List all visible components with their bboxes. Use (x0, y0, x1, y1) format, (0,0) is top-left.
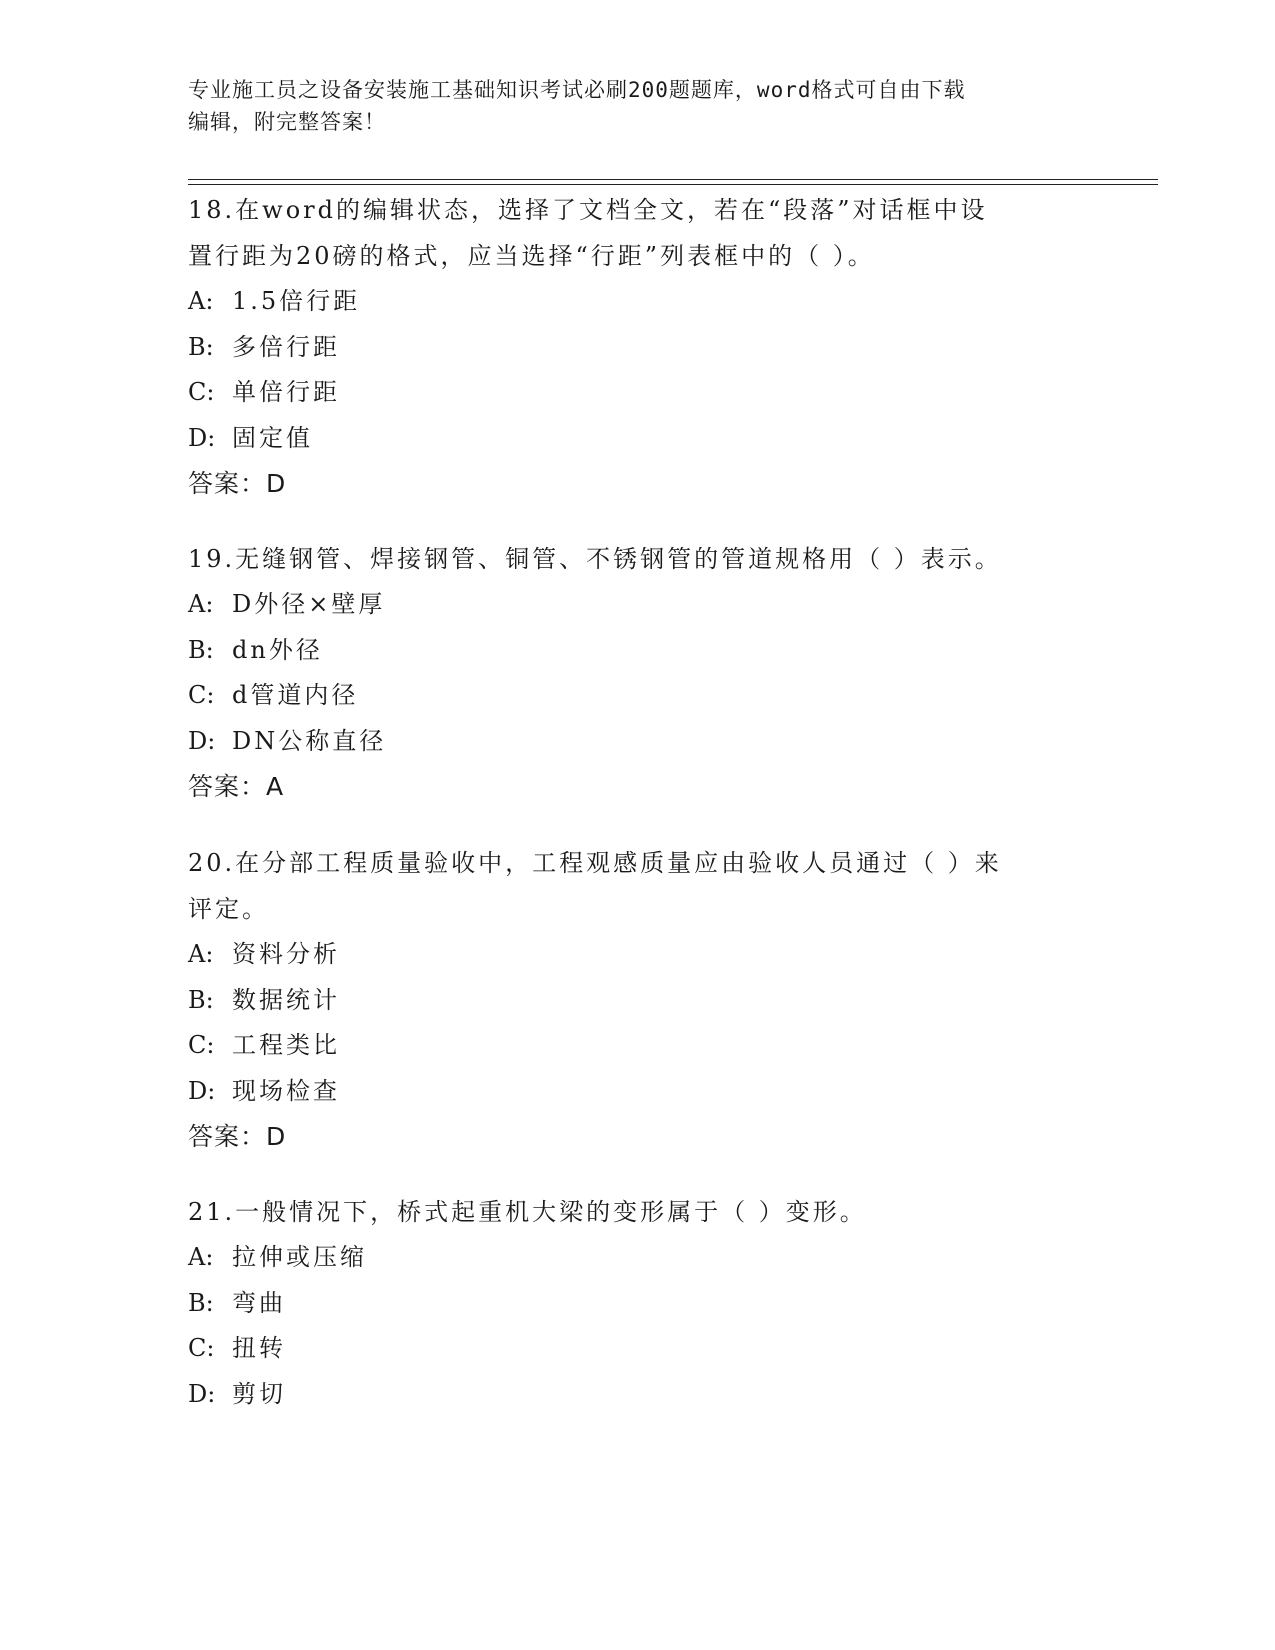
question-stem-line: 20.在分部工程质量验收中，工程观感质量应由验收人员通过（ ）来 (188, 849, 1002, 877)
option-label: A: (188, 1243, 214, 1271)
option-d (188, 1372, 1108, 1418)
option-b (188, 1281, 1108, 1327)
question-18 (188, 187, 1108, 506)
option-c (188, 370, 1108, 416)
answer-text: 答案：D (188, 1122, 287, 1151)
option-d (188, 416, 1108, 462)
question-stem-line: 19.无缝钢管、焊接钢管、铜管、不锈钢管的管道规格用（ ）表示。 (188, 545, 1002, 573)
question-20 (188, 840, 1108, 1159)
question-19 (188, 536, 1108, 809)
option-text: d管道内径 (232, 681, 359, 709)
option-a (188, 1235, 1108, 1281)
option-text: DN公称直径 (232, 726, 387, 755)
option-a (188, 582, 1108, 628)
option-b (188, 628, 1108, 674)
option-label: B: (188, 985, 214, 1014)
option-label: A: (188, 940, 214, 968)
option-b (188, 978, 1108, 1024)
header-divider-top (188, 179, 1158, 180)
question-stem-line: 21.一般情况下，桥式起重机大梁的变形属于（ ）变形。 (188, 1198, 867, 1226)
option-c (188, 1023, 1108, 1069)
header-divider-bottom (188, 184, 1158, 185)
option-label: D: (188, 1379, 216, 1408)
option-c (188, 673, 1108, 719)
answer-text: 答案：A (188, 772, 285, 801)
option-c (188, 1326, 1108, 1372)
header-line-2: 编辑，附完整答案！ (188, 110, 386, 134)
question-stem (188, 1189, 1108, 1235)
option-label: C: (188, 1334, 215, 1362)
option-label: D: (188, 726, 216, 755)
option-b (188, 325, 1108, 371)
document-header (188, 74, 1088, 138)
question-stem (188, 536, 1108, 582)
answer-text: 答案：D (188, 469, 287, 498)
option-a (188, 279, 1108, 325)
option-text: 固定值 (232, 423, 313, 452)
option-label: C: (188, 681, 215, 709)
option-label: C: (188, 1031, 215, 1059)
option-text: 单倍行距 (232, 378, 340, 406)
question-stem-line: 置行距为20磅的格式，应当选择“行距”列表框中的（ ）。 (188, 242, 875, 270)
option-d (188, 1069, 1108, 1115)
option-text: 扭转 (232, 1334, 286, 1362)
option-text: D外径×壁厚 (232, 590, 386, 618)
option-label: C: (188, 378, 215, 406)
header-line-1: 专业施工员之设备安装施工基础知识考试必刷200题题库，word格式可自由下载 (188, 78, 966, 102)
option-label: D: (188, 1076, 216, 1105)
question-stem (188, 187, 1108, 279)
option-label: A: (188, 287, 214, 315)
option-text: 工程类比 (232, 1031, 340, 1059)
option-text: 拉伸或压缩 (232, 1243, 367, 1271)
question-stem-line: 评定。 (188, 895, 269, 923)
option-text: 1.5倍行距 (232, 287, 361, 315)
option-text: 资料分析 (232, 940, 340, 968)
option-text: 现场检查 (232, 1076, 340, 1105)
option-label: B: (188, 332, 214, 361)
option-text: 数据统计 (232, 985, 340, 1014)
option-text: 剪切 (232, 1379, 286, 1408)
question-stem (188, 840, 1108, 932)
option-text: 多倍行距 (232, 332, 340, 361)
option-d (188, 719, 1108, 765)
option-label: B: (188, 1288, 214, 1317)
option-label: D: (188, 423, 216, 452)
option-a (188, 932, 1108, 978)
option-text: dn外径 (232, 635, 323, 664)
option-text: 弯曲 (232, 1288, 286, 1317)
option-label: B: (188, 635, 214, 664)
option-label: A: (188, 590, 214, 618)
question-21 (188, 1189, 1108, 1417)
question-stem-line: 18.在word的编辑状态，选择了文档全文，若在“段落”对话框中设 (188, 196, 988, 224)
